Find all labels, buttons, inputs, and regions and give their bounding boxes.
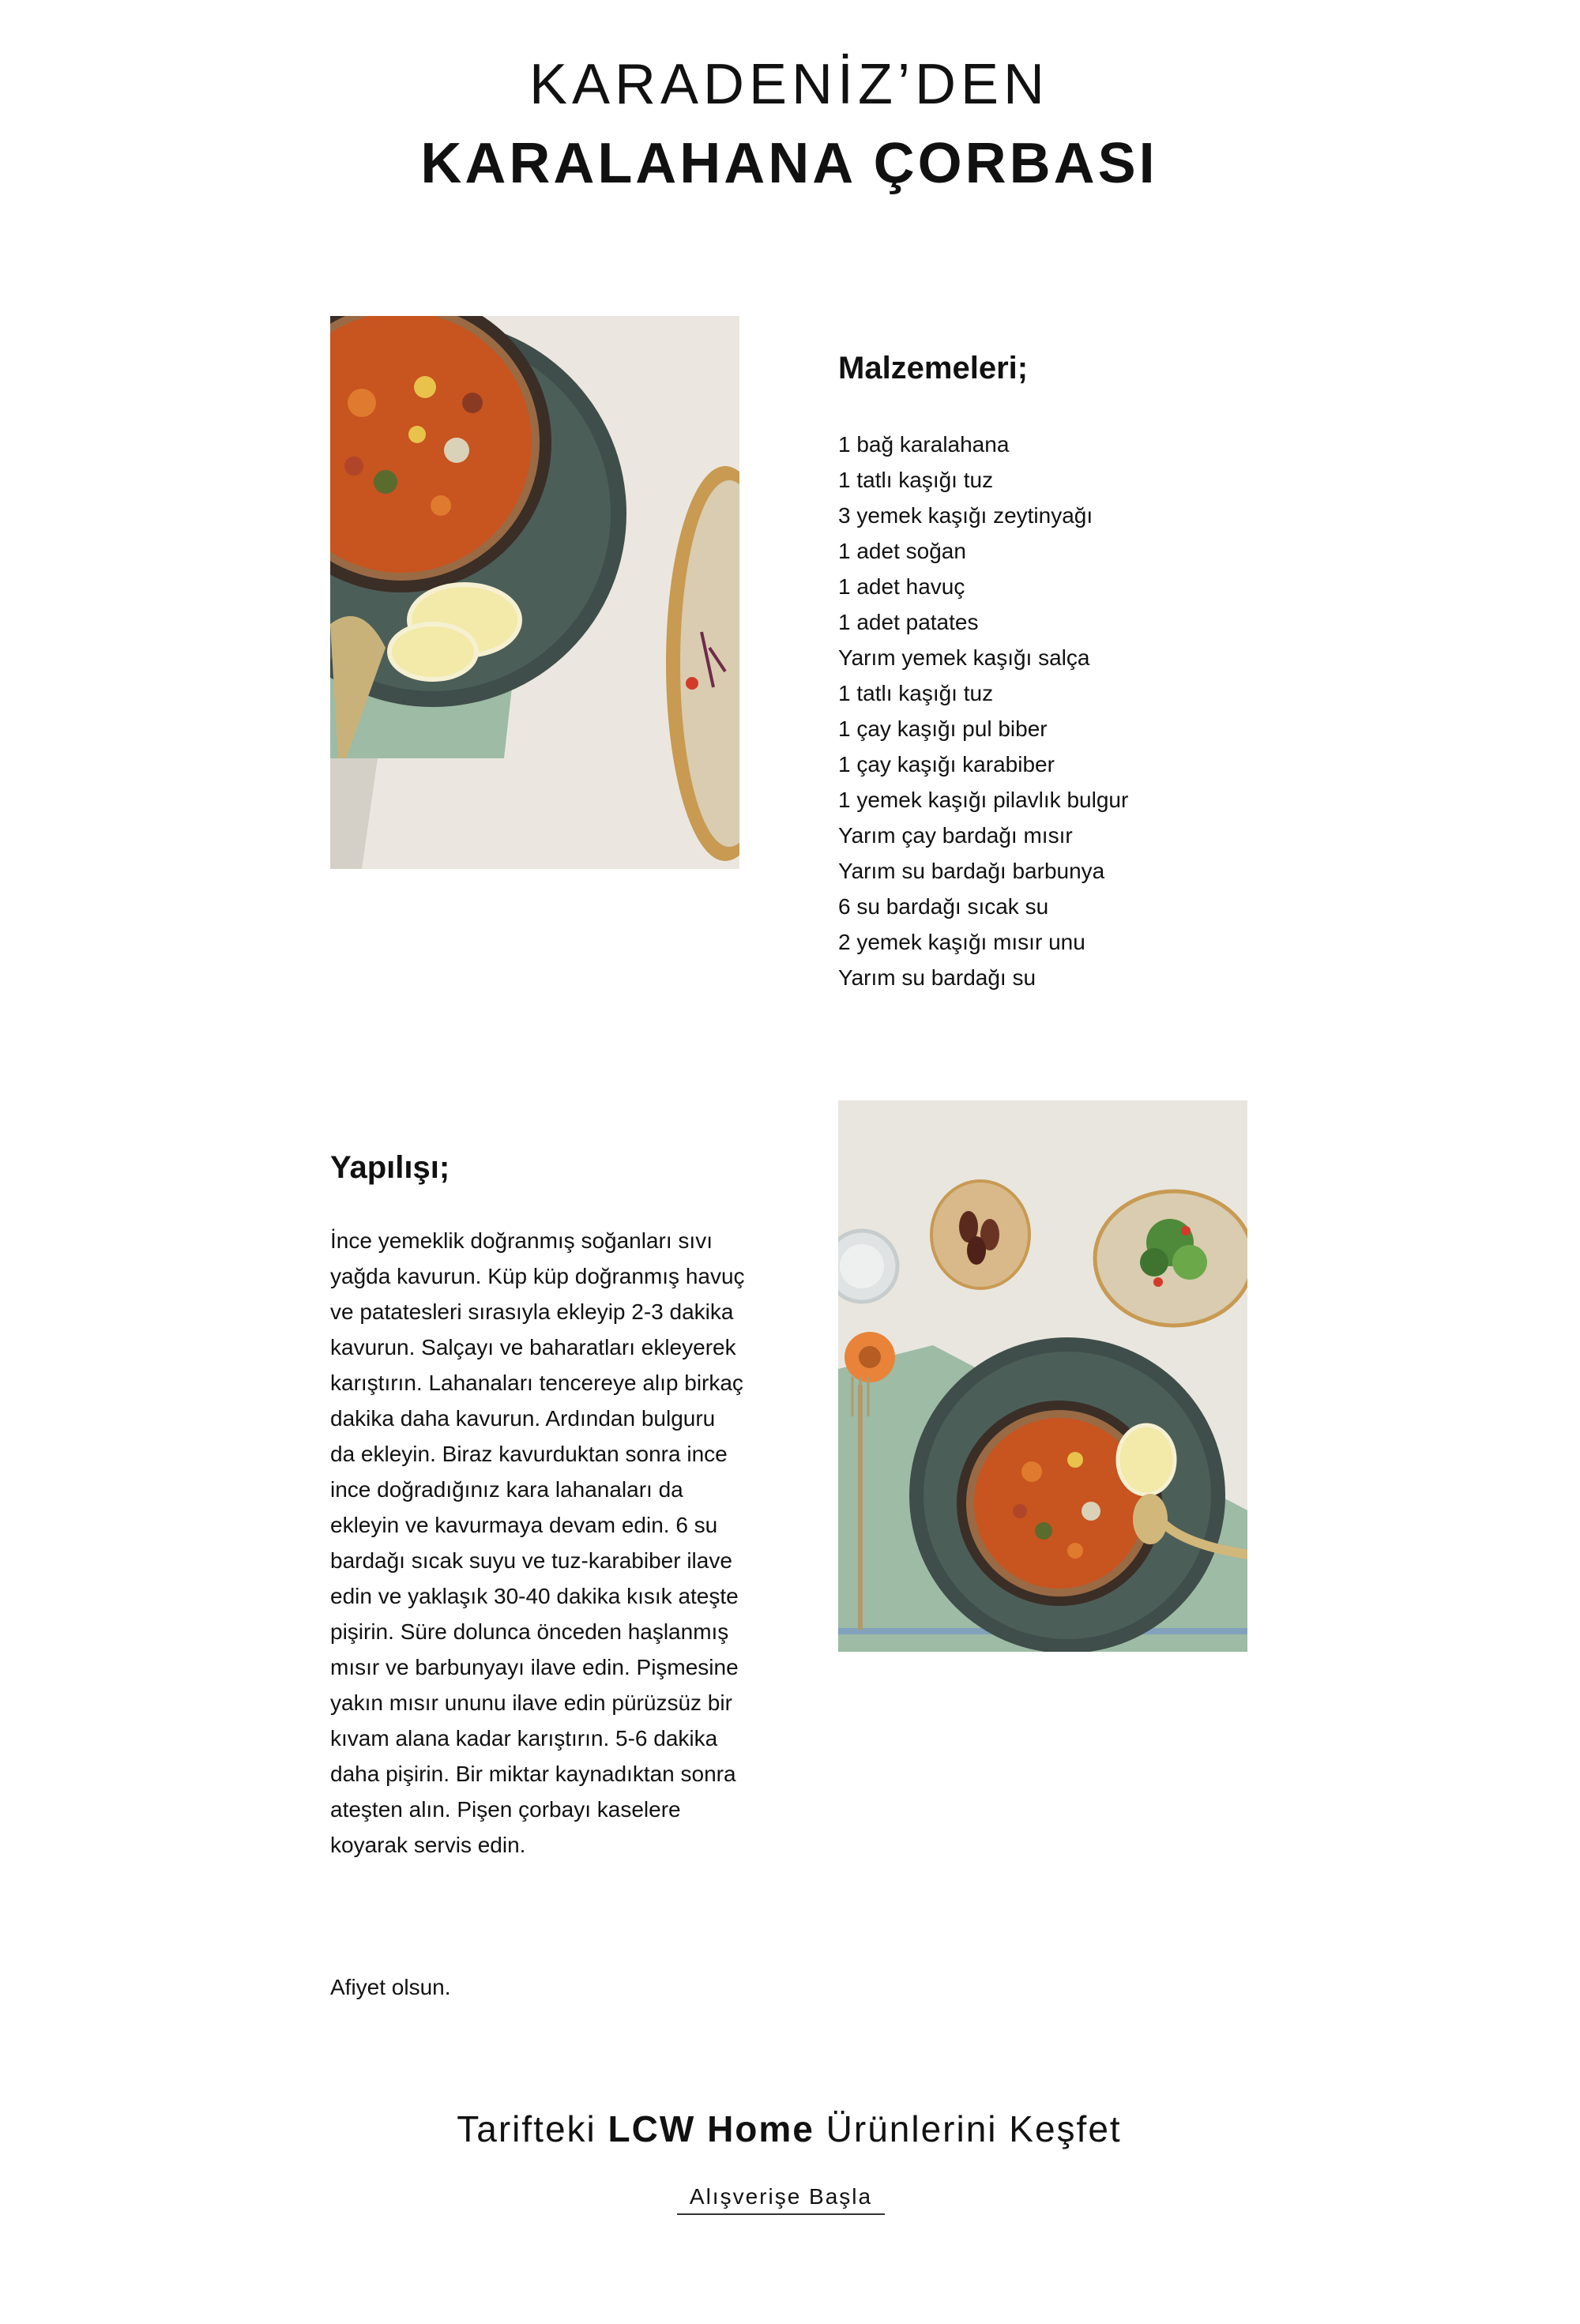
ingredients-heading: Malzemeleri; xyxy=(838,351,1029,385)
cta-text-before: Tarifteki xyxy=(457,2108,608,2149)
cta-brand: LCW Home xyxy=(608,2108,814,2149)
ingredient-item: 3 yemek kaşığı zeytinyağı xyxy=(838,503,1093,528)
soup-photo-top-image xyxy=(330,316,739,869)
cta-text-after: Ürünlerini Keşfet xyxy=(814,2108,1122,2149)
ingredient-item: Yarım su bardağı barbunya xyxy=(838,859,1105,883)
method-heading: Yapılışı; xyxy=(330,1150,450,1185)
ingredient-item: Yarım yemek kaşığı salça xyxy=(838,645,1090,670)
title-line-1: KARADENİZ’DEN xyxy=(529,53,1050,116)
title-line-2: KARALAHANA ÇORBASI xyxy=(420,132,1158,195)
ingredient-item: 1 bağ karalahana xyxy=(838,432,1010,457)
closing-text: Afiyet olsun. xyxy=(330,1975,451,1999)
soup-photo-bottom xyxy=(838,1100,1247,1652)
ingredient-item: 6 su bardağı sıcak su xyxy=(838,894,1049,919)
cta-heading xyxy=(0,2105,1578,2153)
ingredient-item: 1 çay kaşığı karabiber xyxy=(838,752,1055,777)
ingredient-item: 1 adet havuç xyxy=(838,574,965,599)
ingredient-item: Yarım çay bardağı mısır xyxy=(838,823,1073,848)
ingredient-item: 1 adet patates xyxy=(838,610,979,634)
soup-photo-top xyxy=(330,316,739,869)
ingredient-item: 1 çay kaşığı pul biber xyxy=(838,716,1048,741)
method-text: İnce yemeklik doğranmış soğanları sıvı yağda kavurun. Küp küp doğranmış havuç ve patatesleri sırasıyla ekleyip 2-3 dakika kavurun. Salçayı ve baharatları ekleyerek karıştırın. Lahanaları tencereye alıp birkaç dakika daha kavurun. Ardından bulguru da ekleyin. Biraz kavurduktan sonra ince ince doğradığınız kara lahanaları da ekleyin ve kavurmaya devam edin. 6 su bardağı sıcak suyu ve tuz-karabiber ilave edin ve yaklaşık 30-40 dakika kısık ateşte pişirin. Süre dolunca önceden haşlanmış mısır ve barbunyayı ilave edin. Pişmesine yakın mısır ununu ilave edin pürüzsüz bir kıvam alana kadar karıştırın. 5-6 dakika daha pişirin. Bir miktar kaynadıktan sonra ateşten alın. Pişen çorbayı kaselere koyarak servis edin. xyxy=(330,1228,745,1857)
ingredient-item: 1 tatlı kaşığı tuz xyxy=(838,468,994,492)
ingredient-item: 1 adet soğan xyxy=(838,539,966,563)
ingredient-list xyxy=(838,427,1128,995)
soup-photo-bottom-image xyxy=(838,1100,1247,1652)
start-shopping-link[interactable]: Alışverişe Başla xyxy=(677,2182,885,2215)
ingredient-item: 1 yemek kaşığı pilavlık bulgur xyxy=(838,788,1129,812)
ingredient-item: 2 yemek kaşığı mısır unu xyxy=(838,930,1085,954)
ingredient-item: Yarım su bardağı su xyxy=(838,965,1036,990)
ingredient-item: 1 tatlı kaşığı tuz xyxy=(838,681,994,705)
